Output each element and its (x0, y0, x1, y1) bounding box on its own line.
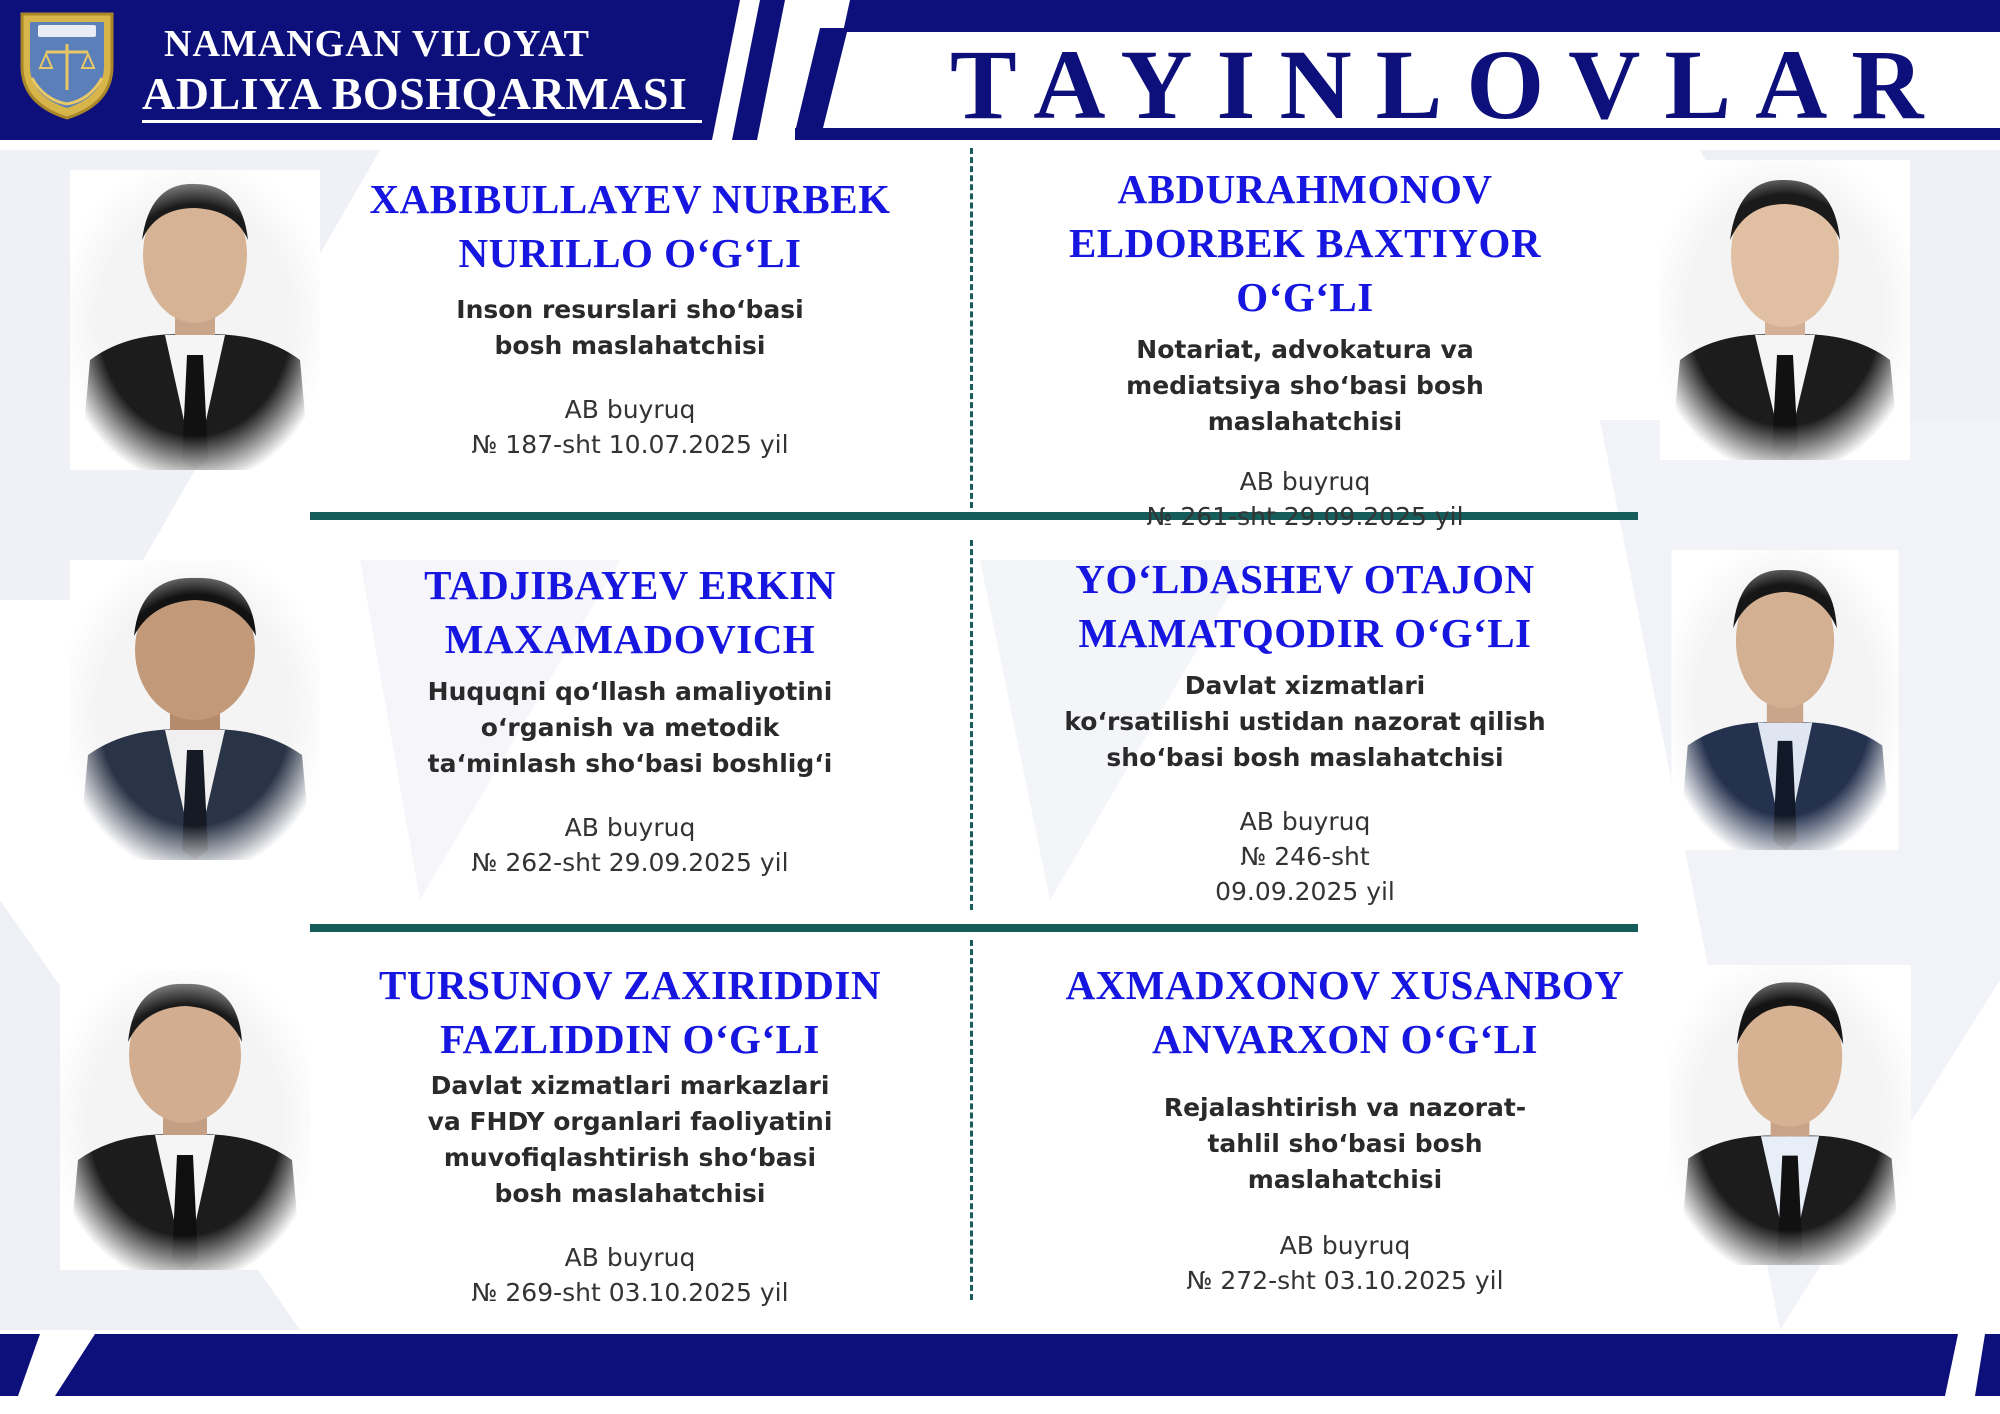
person-name-line1: TURSUNOV ZAXIRIDDIN (379, 962, 881, 1008)
order-info (1040, 1228, 1650, 1298)
order-details: № 272-sht 03.10.2025 yil (1186, 1266, 1504, 1295)
person-name-line2: MAXAMADOVICH (444, 616, 816, 662)
position-line: Davlat xizmatlari markazlari (430, 1071, 830, 1100)
position-title (1000, 668, 1610, 776)
order-details: № 246-sht (1240, 842, 1370, 871)
position-line: Davlat xizmatlari (1184, 671, 1426, 700)
position-line: ko‘rsatilishi ustidan nazorat qilish (1064, 707, 1546, 736)
position-line: bosh maslahatchisi (494, 1179, 766, 1208)
position-line: maslahatchisi (1247, 1165, 1443, 1194)
order-details: № 187-sht 10.07.2025 yil (471, 430, 789, 459)
position-line: bosh maslahatchisi (494, 331, 766, 360)
order-details: № 261-sht 29.09.2025 yil (1146, 502, 1464, 531)
position-line: o‘rganish va metodik (480, 713, 780, 742)
page-title: TAYINLOVLAR (950, 29, 1948, 140)
appointment-card (330, 958, 930, 1310)
column-divider-row2 (970, 540, 973, 910)
portrait-photo (60, 970, 310, 1270)
order-info (330, 810, 930, 880)
appointment-card (330, 172, 930, 462)
order-details: № 269-sht 03.10.2025 yil (471, 1278, 789, 1307)
person-name-line1: YO‘LDASHEV OTAJON (1075, 556, 1535, 602)
person-name-line1: ABDURAHMONOV (1117, 166, 1493, 212)
person-name-line2: MAMATQODIR O‘G‘LI (1078, 610, 1532, 656)
portrait-photo (70, 170, 320, 470)
person-name-line2: FAZLIDDIN O‘G‘LI (440, 1016, 820, 1062)
person-name-line2: NURILLO O‘G‘LI (458, 230, 802, 276)
order-details: 09.09.2025 yil (1215, 877, 1395, 906)
portrait-photo (1665, 965, 1915, 1265)
order-details: № 262-sht 29.09.2025 yil (471, 848, 789, 877)
appointment-card (1000, 162, 1610, 534)
portrait-photo (1660, 160, 1910, 460)
person-name-line1: AXMADXONOV XUSANBOY (1065, 962, 1625, 1008)
row-divider-2 (310, 924, 1638, 932)
position-title (330, 292, 930, 364)
order-label: AB buyruq (564, 813, 696, 842)
appointment-card (1000, 552, 1610, 909)
org-name-line2: ADLIYA BOSHQARMASI (142, 70, 702, 123)
position-line: mediatsiya sho‘basi bosh (1126, 371, 1484, 400)
position-title (1000, 332, 1610, 440)
order-info (1000, 464, 1610, 534)
appointment-card (1040, 958, 1650, 1298)
position-title (1040, 1090, 1650, 1198)
appointment-card (330, 558, 930, 880)
portrait-photo (70, 560, 320, 860)
justice-emblem-icon (14, 8, 120, 122)
position-line: muvofiqlashtirish sho‘basi (443, 1143, 817, 1172)
position-line: sho‘basi bosh maslahatchisi (1106, 743, 1504, 772)
position-line: Notariat, advokatura va (1136, 335, 1474, 364)
position-line: Huquqni qo‘llash amaliyotini (427, 677, 833, 706)
order-label: AB buyruq (1239, 807, 1371, 836)
person-name-line1: XABIBULLAYEV NURBEK (369, 176, 891, 222)
order-label: AB buyruq (564, 395, 696, 424)
position-line: Inson resurslari sho‘basi (456, 295, 804, 324)
person-name-line2: ELDORBEK BAXTIYOR O‘G‘LI (1068, 220, 1542, 320)
person-name-line1: TADJIBAYEV ERKIN (424, 562, 836, 608)
header (0, 0, 2000, 145)
position-line: tahlil sho‘basi bosh (1207, 1129, 1483, 1158)
person-name-line2: ANVARXON O‘G‘LI (1151, 1016, 1538, 1062)
order-info (330, 392, 930, 462)
position-line: va FHDY organlari faoliyatini (427, 1107, 833, 1136)
order-info (1000, 804, 1610, 909)
portrait-photo (1660, 550, 1910, 850)
position-title (330, 1068, 930, 1212)
column-divider-row1 (970, 148, 973, 508)
order-info (330, 1240, 930, 1310)
column-divider-row3 (970, 940, 973, 1300)
position-title (330, 674, 930, 782)
position-line: ta‘minlash sho‘basi boshlig‘i (427, 749, 833, 778)
order-label: AB buyruq (1279, 1231, 1411, 1260)
footer-banner (0, 1330, 2000, 1400)
position-line: maslahatchisi (1207, 407, 1403, 436)
org-name-line1: NAMANGAN VILOYAT (164, 23, 590, 65)
order-label: AB buyruq (1239, 467, 1371, 496)
position-line: Rejalashtirish va nazorat- (1163, 1093, 1527, 1122)
order-label: AB buyruq (564, 1243, 696, 1272)
